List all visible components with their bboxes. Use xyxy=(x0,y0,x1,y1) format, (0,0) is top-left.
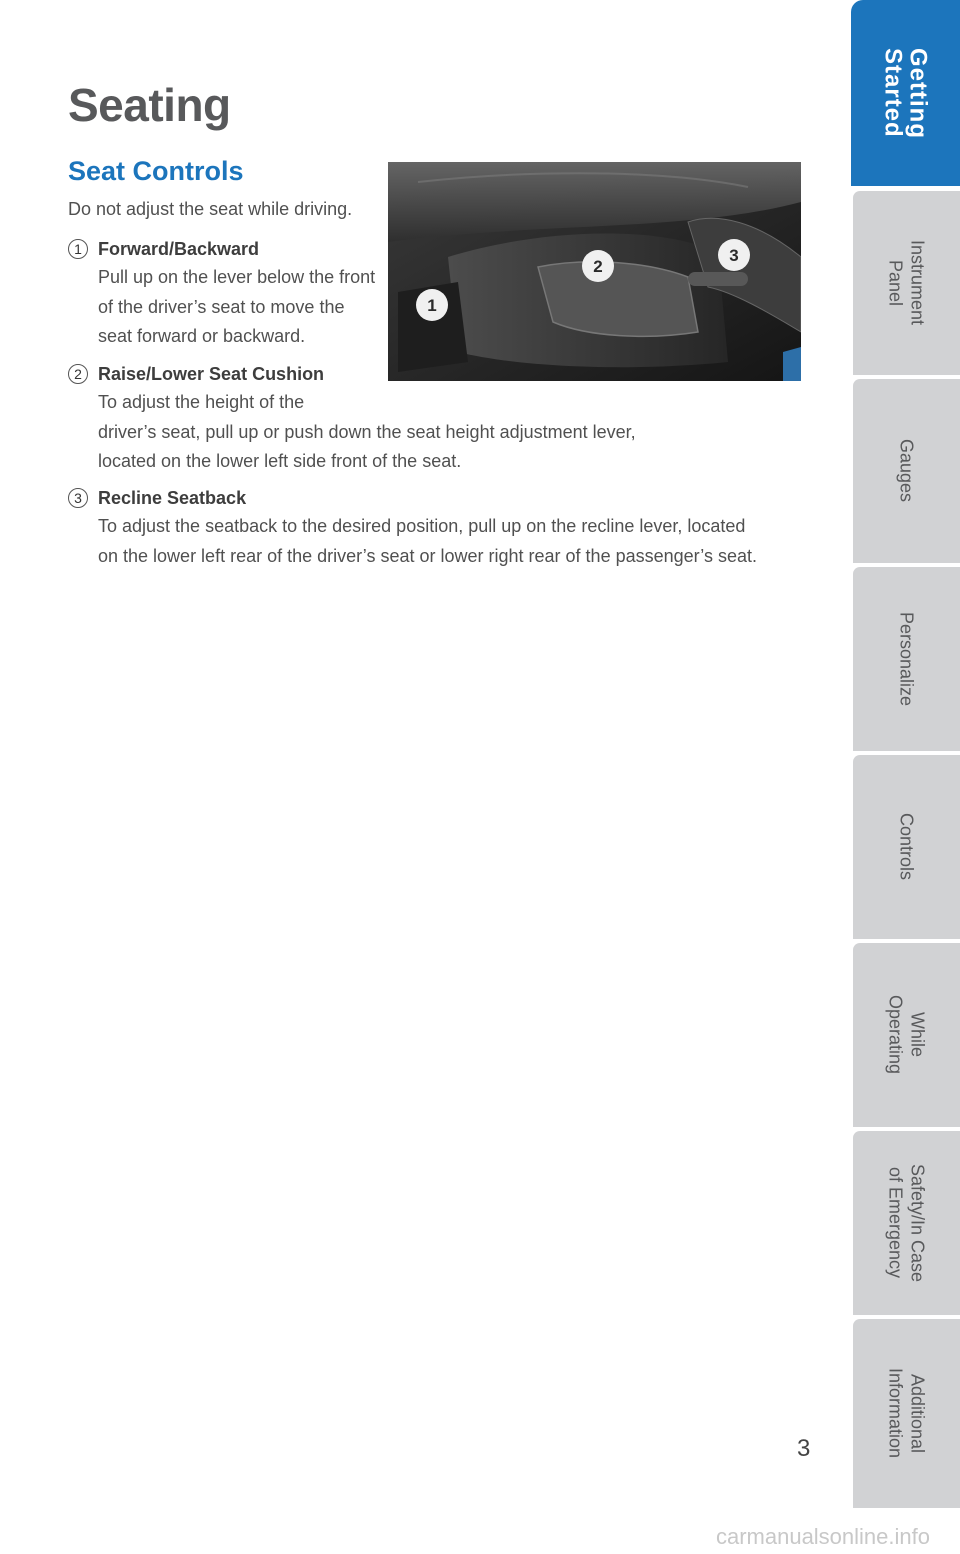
item-body-first-line: To adjust the height of the xyxy=(98,392,305,412)
callout-1-label: 1 xyxy=(427,296,437,315)
tab-additional-information[interactable] xyxy=(853,1319,960,1508)
page-number: 3 xyxy=(797,1435,811,1462)
tab-label: Additional Information xyxy=(885,1368,928,1459)
tab-getting-started[interactable] xyxy=(851,0,960,186)
section-tabs-sidebar xyxy=(853,0,960,1508)
tab-label: Controls xyxy=(896,813,917,881)
tab-instrument-panel[interactable] xyxy=(853,191,960,375)
tab-label: Safety/In Case of Emergency xyxy=(885,1163,928,1283)
item-title: Raise/Lower Seat Cushion xyxy=(98,363,325,384)
intro-text: Do not adjust the seat while driving. xyxy=(68,199,353,219)
item-number-badge: 1 xyxy=(68,239,88,259)
item-title: Forward/Backward xyxy=(98,238,260,259)
tab-personalize[interactable] xyxy=(853,567,960,751)
item-recline-seatback xyxy=(68,485,768,571)
item-title: Recline Seatback xyxy=(98,487,247,508)
watermark: carmanualsonline.info xyxy=(715,1524,930,1549)
item-number-badge: 2 xyxy=(68,364,88,384)
section-title: Seat Controls xyxy=(68,156,244,186)
item-forward-backward xyxy=(68,236,768,352)
item-body: To adjust the seatback to the desired position, pull up on the recline lever, located on the lower left rear of the driver’s seat or lower right rear of the passenger’s seat. xyxy=(98,516,758,566)
tab-label: Personalize xyxy=(896,611,917,707)
item-raise-lower-cushion xyxy=(68,361,768,477)
tab-controls[interactable] xyxy=(853,755,960,939)
tab-while-operating[interactable] xyxy=(853,943,960,1127)
callout-3-label: 3 xyxy=(729,246,739,265)
tab-safety-emergency[interactable] xyxy=(853,1131,960,1315)
page-title: Seating xyxy=(68,79,231,131)
tab-label: Instrument Panel xyxy=(885,240,928,326)
item-body: driver’s seat, pull up or push down the seat height adjustment lever, located on the lower left side front of the seat. xyxy=(98,421,636,471)
item-body: Pull up on the lever below the front of the driver’s seat to move the seat forward or backward. xyxy=(98,267,376,346)
item-number-badge: 3 xyxy=(68,488,88,508)
tab-label: While Operating xyxy=(885,995,928,1075)
tab-gauges[interactable] xyxy=(853,379,960,563)
tab-label: Getting Started xyxy=(879,47,932,139)
tab-label: Gauges xyxy=(896,439,917,503)
callout-2-label: 2 xyxy=(593,257,603,276)
